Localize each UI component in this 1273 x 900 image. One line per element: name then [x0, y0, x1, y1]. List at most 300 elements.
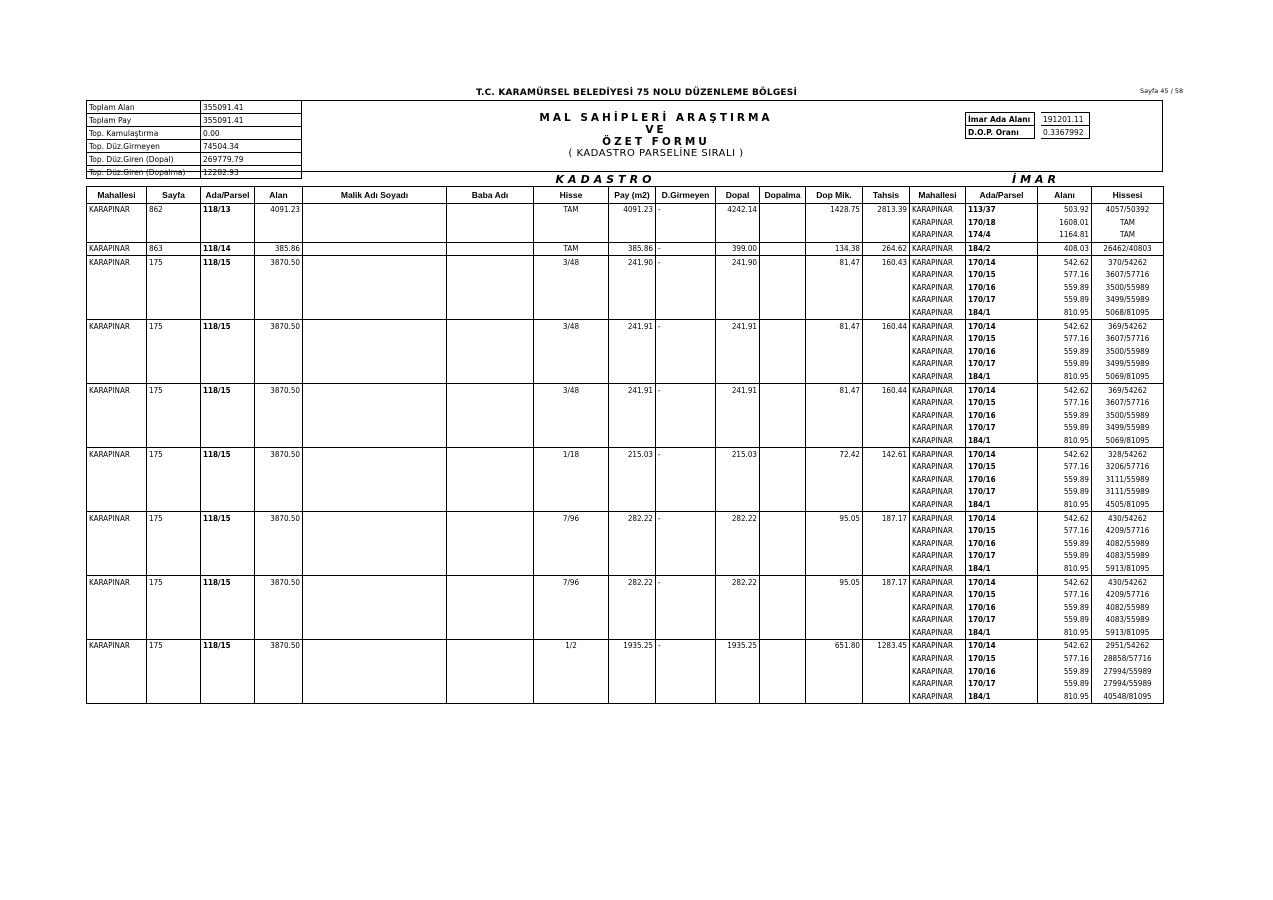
imar-ada-alani-label: İmar Ada Alanı — [966, 113, 1035, 126]
cell-tahsis — [863, 486, 910, 499]
table-row — [87, 525, 1164, 538]
cell-dopal — [716, 550, 760, 563]
cell-sayfa — [147, 229, 201, 242]
cell-alan: 385.86 — [255, 242, 303, 256]
cell-dopalma — [760, 346, 806, 359]
summary-label: Top. Düz.Giren (Dopal) — [87, 153, 201, 166]
cell-pay: 1935.25 — [609, 640, 656, 653]
cell-ada-parsel — [201, 346, 255, 359]
cell-sayfa: 175 — [147, 384, 201, 397]
cell-imar-hissesi: TAM — [1092, 217, 1164, 230]
column-header: Malik Adı Soyadı — [303, 187, 447, 204]
column-header: D.Girmeyen — [656, 187, 716, 204]
cell-alan — [255, 307, 303, 320]
cell-pay: 241.91 — [609, 384, 656, 397]
cell-ada-parsel — [201, 537, 255, 550]
summary-label: Toplam Alan — [87, 101, 201, 114]
table-row — [87, 499, 1164, 512]
cell-tahsis: 160.43 — [863, 256, 910, 269]
cell-baba — [447, 217, 534, 230]
table-row — [87, 384, 1164, 397]
cell-dopal — [716, 422, 760, 435]
cell-hisse: 1/18 — [534, 448, 609, 461]
column-header: Sayfa — [147, 187, 201, 204]
cell-hisse — [534, 410, 609, 423]
cell-imar-hissesi: TAM — [1092, 229, 1164, 242]
cell-alan: 3870.50 — [255, 576, 303, 589]
column-header: Hisse — [534, 187, 609, 204]
cell-d-girmeyen — [656, 601, 716, 614]
cell-baba — [447, 242, 534, 256]
column-header: Tahsis — [863, 187, 910, 204]
summary-row — [87, 140, 302, 153]
cell-sayfa — [147, 691, 201, 704]
cell-imar-alani: 577.16 — [1038, 269, 1092, 282]
cell-pay — [609, 410, 656, 423]
cell-pay — [609, 550, 656, 563]
cell-dopal — [716, 563, 760, 576]
table-row — [87, 256, 1164, 269]
cell-pay — [609, 229, 656, 242]
cell-imar-alani: 559.89 — [1038, 358, 1092, 371]
cell-dopal: 215.03 — [716, 448, 760, 461]
cell-tahsis — [863, 461, 910, 474]
cell-baba — [447, 435, 534, 448]
cell-imar-mahallesi: KARAPINAR — [910, 601, 966, 614]
cell-imar-mahallesi: KARAPINAR — [910, 665, 966, 678]
cell-imar-ada-parsel: 184/1 — [966, 627, 1038, 640]
cell-sayfa — [147, 282, 201, 295]
cell-tahsis — [863, 371, 910, 384]
cell-mahallesi — [87, 589, 147, 602]
cell-imar-hissesi: 4083/55989 — [1092, 550, 1164, 563]
cell-d-girmeyen — [656, 410, 716, 423]
cell-pay — [609, 461, 656, 474]
cell-sayfa — [147, 346, 201, 359]
cell-imar-alani: 810.95 — [1038, 627, 1092, 640]
cell-mahallesi — [87, 691, 147, 704]
cell-ada-parsel — [201, 627, 255, 640]
cell-baba — [447, 653, 534, 666]
cell-imar-alani: 559.89 — [1038, 601, 1092, 614]
cell-hisse — [534, 294, 609, 307]
table-row — [87, 627, 1164, 640]
cell-dopalma — [760, 229, 806, 242]
cell-mahallesi — [87, 486, 147, 499]
cell-malik — [303, 525, 447, 538]
cell-baba — [447, 563, 534, 576]
cell-malik — [303, 371, 447, 384]
cell-mahallesi — [87, 333, 147, 346]
cell-sayfa — [147, 217, 201, 230]
cell-dopal — [716, 486, 760, 499]
cell-dop-mik — [806, 217, 863, 230]
table-row — [87, 563, 1164, 576]
cell-imar-hissesi: 5068/81095 — [1092, 307, 1164, 320]
cell-imar-ada-parsel: 170/17 — [966, 678, 1038, 691]
cell-malik — [303, 653, 447, 666]
cell-pay — [609, 282, 656, 295]
cell-dop-mik — [806, 473, 863, 486]
cell-imar-hissesi: 369/54262 — [1092, 384, 1164, 397]
cell-alan — [255, 665, 303, 678]
cell-dop-mik — [806, 461, 863, 474]
cell-d-girmeyen: - — [656, 204, 716, 217]
cell-imar-ada-parsel: 170/14 — [966, 640, 1038, 653]
table-row — [87, 678, 1164, 691]
cell-imar-hissesi: 3111/55989 — [1092, 473, 1164, 486]
cell-baba — [447, 422, 534, 435]
cell-d-girmeyen — [656, 461, 716, 474]
cell-imar-hissesi: 4209/57716 — [1092, 525, 1164, 538]
cell-baba — [447, 333, 534, 346]
cell-tahsis: 264.62 — [863, 242, 910, 256]
cell-hisse: 3/48 — [534, 384, 609, 397]
cell-dop-mik — [806, 550, 863, 563]
cell-imar-hissesi: 3607/57716 — [1092, 269, 1164, 282]
cell-tahsis — [863, 358, 910, 371]
cell-dopal: 241.91 — [716, 384, 760, 397]
cell-dop-mik — [806, 525, 863, 538]
cell-malik — [303, 384, 447, 397]
cell-hisse — [534, 653, 609, 666]
cell-baba — [447, 448, 534, 461]
cell-imar-alani: 559.89 — [1038, 678, 1092, 691]
cell-d-girmeyen: - — [656, 320, 716, 333]
cell-imar-alani: 559.89 — [1038, 486, 1092, 499]
cell-sayfa — [147, 665, 201, 678]
cell-malik — [303, 217, 447, 230]
cell-imar-mahallesi: KARAPINAR — [910, 282, 966, 295]
table-row — [87, 410, 1164, 423]
cell-mahallesi — [87, 371, 147, 384]
cell-pay: 241.90 — [609, 256, 656, 269]
cell-baba — [447, 371, 534, 384]
cell-dopalma — [760, 384, 806, 397]
cell-pay — [609, 601, 656, 614]
cell-alan: 3870.50 — [255, 640, 303, 653]
cell-malik — [303, 320, 447, 333]
cell-dopal — [716, 333, 760, 346]
cell-imar-alani: 542.62 — [1038, 640, 1092, 653]
cell-imar-hissesi: 5069/81095 — [1092, 371, 1164, 384]
table-row — [87, 320, 1164, 333]
cell-mahallesi: KARAPINAR — [87, 576, 147, 589]
cell-mahallesi — [87, 435, 147, 448]
cell-baba — [447, 499, 534, 512]
cell-ada-parsel — [201, 422, 255, 435]
cell-sayfa: 175 — [147, 448, 201, 461]
cell-dopalma — [760, 435, 806, 448]
cell-dop-mik — [806, 614, 863, 627]
cell-hisse — [534, 665, 609, 678]
cell-imar-alani: 577.16 — [1038, 461, 1092, 474]
cell-dopalma — [760, 640, 806, 653]
cell-imar-alani: 810.95 — [1038, 563, 1092, 576]
cell-imar-ada-parsel: 170/17 — [966, 358, 1038, 371]
cell-ada-parsel: 118/15 — [201, 320, 255, 333]
cell-dopalma — [760, 333, 806, 346]
cell-ada-parsel: 118/13 — [201, 204, 255, 217]
cell-d-girmeyen — [656, 678, 716, 691]
cell-hisse — [534, 537, 609, 550]
cell-d-girmeyen — [656, 346, 716, 359]
cell-sayfa: 175 — [147, 512, 201, 525]
cell-dopal — [716, 678, 760, 691]
cell-dop-mik — [806, 589, 863, 602]
cell-imar-mahallesi: KARAPINAR — [910, 640, 966, 653]
cell-pay: 4091.23 — [609, 204, 656, 217]
cell-imar-mahallesi: KARAPINAR — [910, 499, 966, 512]
cell-baba — [447, 229, 534, 242]
cell-imar-mahallesi: KARAPINAR — [910, 678, 966, 691]
cell-ada-parsel — [201, 601, 255, 614]
table-row — [87, 269, 1164, 282]
cell-hisse — [534, 473, 609, 486]
cell-imar-ada-parsel: 170/14 — [966, 576, 1038, 589]
cell-dop-mik — [806, 665, 863, 678]
cell-alan: 3870.50 — [255, 320, 303, 333]
cell-sayfa — [147, 422, 201, 435]
cell-malik — [303, 589, 447, 602]
cell-imar-mahallesi: KARAPINAR — [910, 486, 966, 499]
cell-baba — [447, 627, 534, 640]
cell-dopalma — [760, 242, 806, 256]
cell-imar-ada-parsel: 170/17 — [966, 294, 1038, 307]
cell-tahsis — [863, 410, 910, 423]
cell-d-girmeyen: - — [656, 256, 716, 269]
cell-baba — [447, 550, 534, 563]
cell-ada-parsel — [201, 653, 255, 666]
cell-dopal — [716, 537, 760, 550]
cell-imar-mahallesi: KARAPINAR — [910, 294, 966, 307]
cell-alan — [255, 333, 303, 346]
cell-alan: 3870.50 — [255, 448, 303, 461]
cell-imar-mahallesi: KARAPINAR — [910, 333, 966, 346]
cell-tahsis — [863, 397, 910, 410]
cell-sayfa: 175 — [147, 576, 201, 589]
cell-pay — [609, 435, 656, 448]
cell-sayfa — [147, 563, 201, 576]
cell-imar-ada-parsel: 184/1 — [966, 563, 1038, 576]
cell-malik — [303, 461, 447, 474]
cell-d-girmeyen — [656, 627, 716, 640]
cell-sayfa — [147, 294, 201, 307]
cell-baba — [447, 384, 534, 397]
cell-imar-hissesi: 3500/55989 — [1092, 346, 1164, 359]
cell-pay — [609, 537, 656, 550]
cell-mahallesi — [87, 461, 147, 474]
cell-malik — [303, 601, 447, 614]
cell-hisse — [534, 397, 609, 410]
form-title-line3: ÖZET FORMU — [602, 136, 710, 148]
cell-d-girmeyen — [656, 269, 716, 282]
cell-imar-ada-parsel: 170/15 — [966, 333, 1038, 346]
cell-sayfa: 175 — [147, 320, 201, 333]
cell-baba — [447, 589, 534, 602]
cell-hisse — [534, 229, 609, 242]
cell-dopalma — [760, 563, 806, 576]
cell-dopal — [716, 435, 760, 448]
cell-imar-mahallesi: KARAPINAR — [910, 589, 966, 602]
cell-d-girmeyen — [656, 665, 716, 678]
cell-dop-mik — [806, 358, 863, 371]
cell-pay — [609, 589, 656, 602]
cell-mahallesi — [87, 550, 147, 563]
cell-mahallesi: KARAPINAR — [87, 204, 147, 217]
cell-dop-mik — [806, 346, 863, 359]
cell-imar-alani: 542.62 — [1038, 448, 1092, 461]
cell-tahsis — [863, 499, 910, 512]
cell-ada-parsel — [201, 486, 255, 499]
column-header: Dop Mik. — [806, 187, 863, 204]
cell-sayfa — [147, 397, 201, 410]
cell-hisse: 3/48 — [534, 320, 609, 333]
cell-dopal — [716, 397, 760, 410]
cell-imar-alani: 559.89 — [1038, 294, 1092, 307]
cell-tahsis — [863, 269, 910, 282]
cell-mahallesi — [87, 294, 147, 307]
cell-malik — [303, 435, 447, 448]
table-row — [87, 653, 1164, 666]
cell-hisse — [534, 282, 609, 295]
cell-tahsis — [863, 537, 910, 550]
cell-alan: 3870.50 — [255, 256, 303, 269]
summary-value: 269779.79 — [201, 153, 302, 166]
cell-imar-mahallesi: KARAPINAR — [910, 242, 966, 256]
column-header: Dopal — [716, 187, 760, 204]
cell-malik — [303, 691, 447, 704]
cell-imar-alani: 559.89 — [1038, 550, 1092, 563]
cell-malik — [303, 282, 447, 295]
table-row — [87, 217, 1164, 230]
cell-imar-alani: 577.16 — [1038, 333, 1092, 346]
cell-sayfa — [147, 589, 201, 602]
cell-imar-mahallesi: KARAPINAR — [910, 614, 966, 627]
cell-baba — [447, 486, 534, 499]
cell-ada-parsel — [201, 589, 255, 602]
cell-malik — [303, 229, 447, 242]
cell-imar-mahallesi: KARAPINAR — [910, 307, 966, 320]
table-row — [87, 550, 1164, 563]
cell-mahallesi: KARAPINAR — [87, 320, 147, 333]
cell-imar-mahallesi: KARAPINAR — [910, 269, 966, 282]
cell-imar-alani: 810.95 — [1038, 307, 1092, 320]
cell-tahsis — [863, 627, 910, 640]
cell-dop-mik — [806, 563, 863, 576]
cell-imar-ada-parsel: 170/16 — [966, 282, 1038, 295]
cell-imar-alani: 542.62 — [1038, 576, 1092, 589]
cell-malik — [303, 537, 447, 550]
cell-sayfa: 175 — [147, 640, 201, 653]
cell-malik — [303, 665, 447, 678]
cell-baba — [447, 691, 534, 704]
cell-dop-mik: 81.47 — [806, 320, 863, 333]
cell-alan — [255, 422, 303, 435]
cell-baba — [447, 473, 534, 486]
cell-d-girmeyen — [656, 358, 716, 371]
cell-d-girmeyen — [656, 473, 716, 486]
cell-imar-alani: 559.89 — [1038, 410, 1092, 423]
table-row — [87, 448, 1164, 461]
cell-dopal — [716, 665, 760, 678]
cell-imar-mahallesi: KARAPINAR — [910, 550, 966, 563]
summary-row — [87, 166, 302, 179]
cell-malik — [303, 448, 447, 461]
table-row — [87, 358, 1164, 371]
cell-dop-mik — [806, 691, 863, 704]
cell-imar-alani: 810.95 — [1038, 691, 1092, 704]
cell-mahallesi — [87, 282, 147, 295]
cell-mahallesi: KARAPINAR — [87, 256, 147, 269]
cell-hisse — [534, 563, 609, 576]
cell-hisse: TAM — [534, 204, 609, 217]
cell-mahallesi — [87, 346, 147, 359]
cell-mahallesi — [87, 473, 147, 486]
cell-hisse — [534, 435, 609, 448]
column-header: Dopalma — [760, 187, 806, 204]
cell-imar-mahallesi: KARAPINAR — [910, 576, 966, 589]
cell-pay — [609, 653, 656, 666]
cell-malik — [303, 269, 447, 282]
cell-ada-parsel — [201, 333, 255, 346]
cell-ada-parsel — [201, 614, 255, 627]
cell-imar-ada-parsel: 170/15 — [966, 525, 1038, 538]
cell-malik — [303, 499, 447, 512]
cell-tahsis: 1283.45 — [863, 640, 910, 653]
cell-sayfa — [147, 499, 201, 512]
cell-alan — [255, 269, 303, 282]
cell-baba — [447, 525, 534, 538]
cell-pay: 385.86 — [609, 242, 656, 256]
cell-alan — [255, 473, 303, 486]
cell-mahallesi — [87, 563, 147, 576]
cell-imar-mahallesi: KARAPINAR — [910, 653, 966, 666]
cell-imar-alani: 810.95 — [1038, 435, 1092, 448]
cell-d-girmeyen: - — [656, 242, 716, 256]
cell-alan — [255, 589, 303, 602]
cell-imar-ada-parsel: 170/15 — [966, 269, 1038, 282]
cell-imar-mahallesi: KARAPINAR — [910, 320, 966, 333]
cell-sayfa — [147, 410, 201, 423]
cell-imar-hissesi: 3499/55989 — [1092, 294, 1164, 307]
cell-d-girmeyen — [656, 614, 716, 627]
cell-d-girmeyen — [656, 217, 716, 230]
cell-imar-ada-parsel: 170/16 — [966, 665, 1038, 678]
table-row — [87, 371, 1164, 384]
cell-baba — [447, 461, 534, 474]
cell-ada-parsel: 118/15 — [201, 256, 255, 269]
cell-sayfa — [147, 550, 201, 563]
cell-sayfa: 175 — [147, 256, 201, 269]
cell-d-girmeyen — [656, 589, 716, 602]
cell-pay — [609, 563, 656, 576]
cell-baba — [447, 512, 534, 525]
form-title-line2: VE — [645, 124, 667, 136]
column-header: Mahallesi — [87, 187, 147, 204]
cell-pay: 282.22 — [609, 576, 656, 589]
cell-imar-mahallesi: KARAPINAR — [910, 217, 966, 230]
table-row — [87, 665, 1164, 678]
cell-imar-ada-parsel: 184/1 — [966, 371, 1038, 384]
table-row — [87, 294, 1164, 307]
cell-tahsis — [863, 614, 910, 627]
cell-hisse — [534, 589, 609, 602]
cell-dopal: 241.91 — [716, 320, 760, 333]
cell-alan — [255, 358, 303, 371]
cell-d-girmeyen — [656, 550, 716, 563]
cell-mahallesi — [87, 614, 147, 627]
